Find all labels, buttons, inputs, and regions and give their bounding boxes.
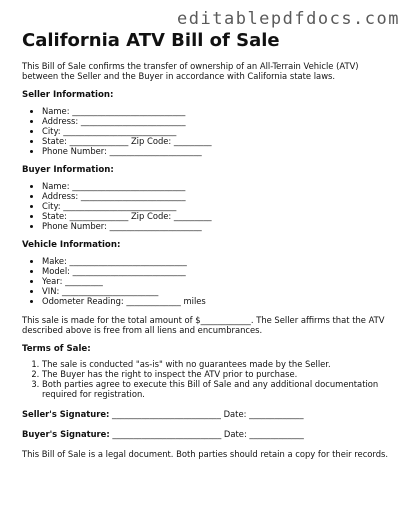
buyer-city-field: • City: ___________________________ xyxy=(42,201,394,211)
vehicle-model-field: • Model: ___________________________ xyxy=(42,266,394,276)
seller-city-field: • City: ___________________________ xyxy=(42,126,394,136)
seller-signature-label: Seller's Signature: xyxy=(22,409,110,419)
seller-signature-line xyxy=(22,409,394,419)
sale-statement: This sale is made for the total amount of $____________. The Seller affirms that the ATV described above is free from all liens and encumbrances. xyxy=(22,315,385,335)
buyer-signature-blank: __________________________ Date: _____________ xyxy=(112,429,304,439)
watermark: editablepdfdocs.com xyxy=(177,9,400,29)
vehicle-make-field: • Make: ____________________________ xyxy=(42,256,394,266)
seller-address-field: • Address: _________________________ xyxy=(42,116,394,126)
buyer-phone-field: • Phone Number: ______________________ xyxy=(42,221,394,231)
buyer-state-zip-field: • State: ______________ Zip Code: _________ xyxy=(42,211,394,221)
terms-list xyxy=(22,359,394,399)
vehicle-odometer-field: • Odometer Reading: _____________ miles xyxy=(42,296,394,306)
buyer-signature-label: Buyer's Signature: xyxy=(22,429,110,439)
seller-phone-field: • Phone Number: ______________________ xyxy=(42,146,394,156)
vehicle-fields xyxy=(22,256,394,306)
seller-name-field: • Name: ___________________________ xyxy=(42,106,394,116)
buyer-signature-line xyxy=(22,429,394,439)
buyer-name-field: • Name: ___________________________ xyxy=(42,181,394,191)
intro-paragraph: This Bill of Sale confirms the transfer of ownership of an All-Terrain Vehicle (ATV) between the Seller and the Buyer in accordance with California state laws. xyxy=(22,61,359,81)
seller-heading: Seller Information: xyxy=(22,90,114,100)
seller-state-zip-field: • State: ______________ Zip Code: _________ xyxy=(42,136,394,146)
vehicle-vin-field: • VIN: _______________________ xyxy=(42,286,394,296)
seller-signature-blank: __________________________ Date: _____________ xyxy=(112,409,304,419)
terms-item: 2. The Buyer has the right to inspect the ATV prior to purchase. xyxy=(42,369,394,379)
buyer-fields xyxy=(22,181,394,231)
page-title: California ATV Bill of Sale xyxy=(22,30,280,51)
seller-fields xyxy=(22,106,394,156)
vehicle-year-field: • Year: _________ xyxy=(42,276,394,286)
vehicle-heading: Vehicle Information: xyxy=(22,240,121,250)
document xyxy=(22,30,394,459)
buyer-heading: Buyer Information: xyxy=(22,165,114,175)
footer-note: This Bill of Sale is a legal document. Both parties should retain a copy for their records. xyxy=(22,449,389,459)
terms-item: 3. Both parties agree to execute this Bill of Sale and any additional documentation required for registration. xyxy=(42,379,394,399)
terms-heading: Terms of Sale: xyxy=(22,344,91,354)
buyer-address-field: • Address: _________________________ xyxy=(42,191,394,201)
terms-item: 1. The sale is conducted "as-is" with no guarantees made by the Seller. xyxy=(42,359,394,369)
